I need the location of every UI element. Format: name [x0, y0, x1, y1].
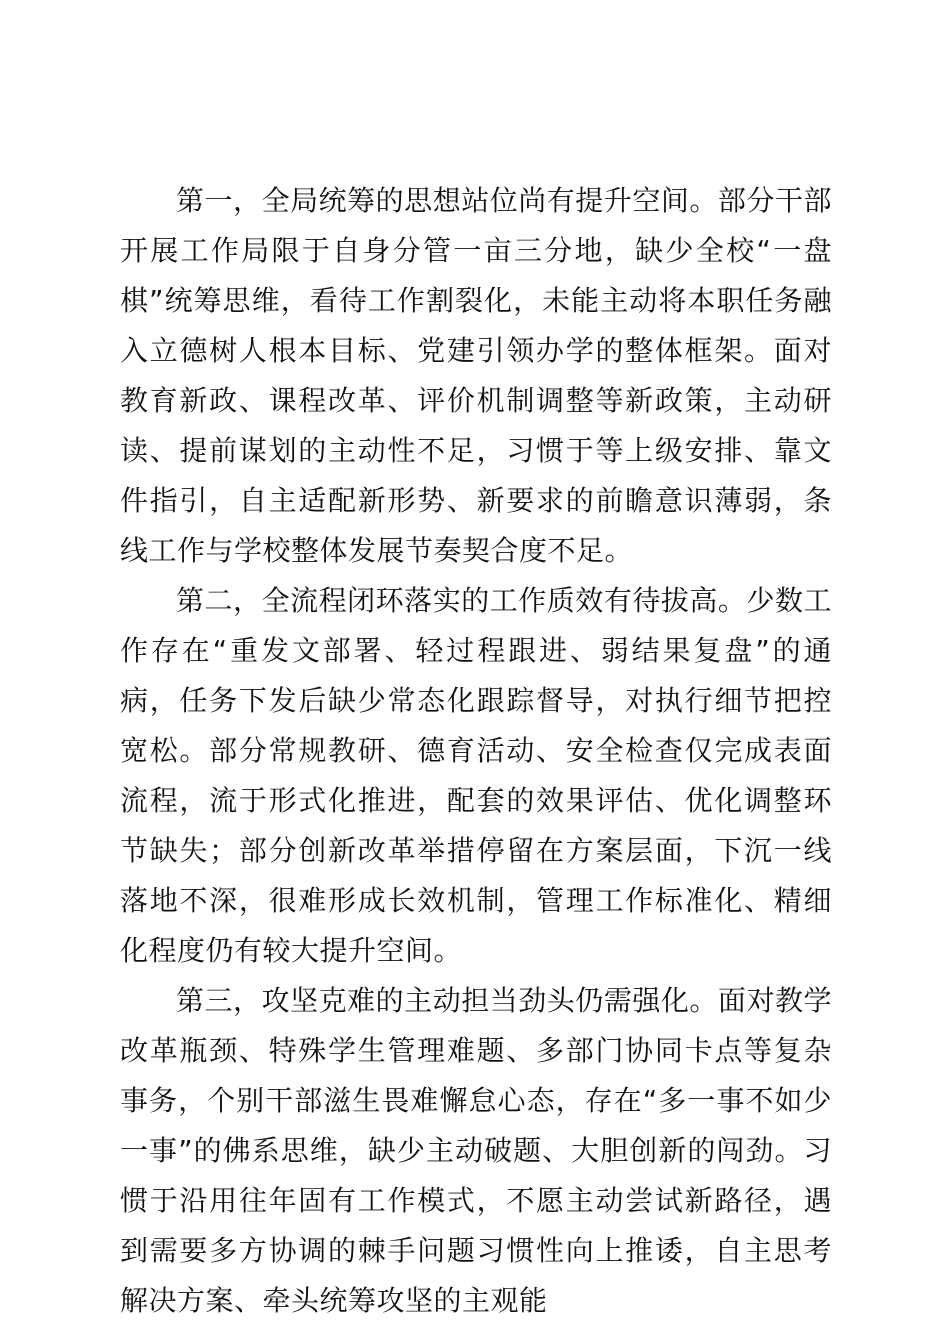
- paragraph-2: 第二，全流程闭环落实的工作质效有待拔高。少数工作存在“重发文部署、轻过程跟进、弱结果复盘”的通病，任务下发后缺少常态化跟踪督导，对执行细节把控宽松。部分常规教研、德育活动、安全检查仅完成表面流程，流于形式化推进，配套的效果评估、优化调整环节缺失；部分创新改革举措停留在方案层面，下沉一线落地不深，很难形成长效机制，管理工作标准化、精细化程度仍有较大提升空间。: [120, 584, 832, 967]
- paragraph-3: 第三，攻坚克难的主动担当劲头仍需强化。面对教学改革瓶颈、特殊学生管理难题、多部门协同卡点等复杂事务，个别干部滋生畏难懈怠心态，存在“多一事不如少一事”的佛系思维，缺少主动破题、大胆创新的闯劲。习惯于沿用往年固有工作模式，不愿主动尝试新路径，遇到需要多方协调的棘手问题习惯性向上推诿，自主思考解决方案、牵头统筹攻坚的主观能: [120, 984, 832, 1317]
- document-body: [120, 176, 832, 1326]
- paragraph-1: 第一，全局统筹的思想站位尚有提升空间。部分干部开展工作局限于自身分管一亩三分地，缺少全校“一盘棋”统筹思维，看待工作割裂化，未能主动将本职任务融入立德树人根本目标、党建引领办学的整体框架。面对教育新政、课程改革、评价机制调整等新政策，主动研读、提前谋划的主动性不足，习惯于等上级安排、靠文件指引，自主适配新形势、新要求的前瞻意识薄弱，条线工作与学校整体发展节奏契合度不足。: [120, 184, 832, 567]
